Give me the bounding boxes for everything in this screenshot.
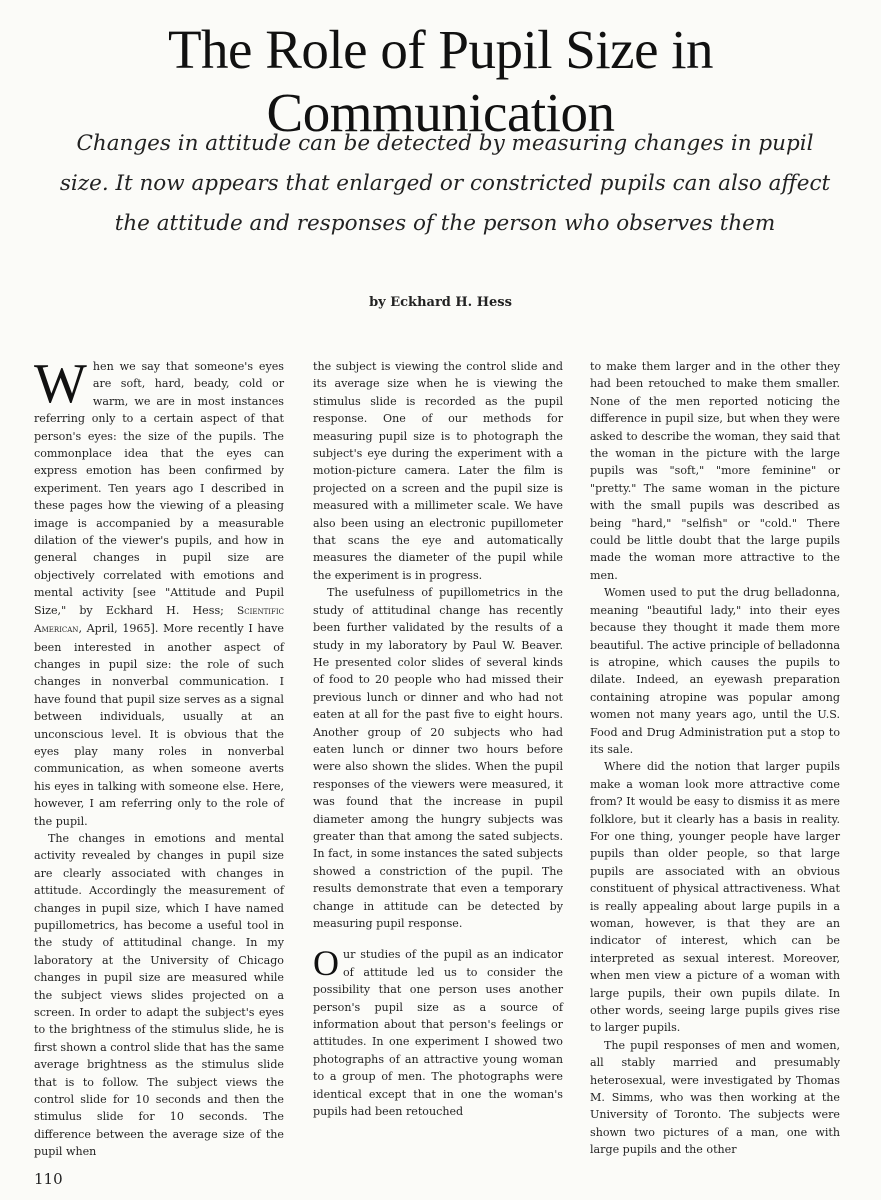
paragraph-text: hen we say that someone's eyes are soft, hard, beady, cold or warm, we are in most instances referring only to a certain aspect of that person's eyes: the size of the pupils. The commonplace idea that the eyes can express emotion has been confirmed by experiment. Ten years ago I described in these pages how the viewing of a pleasing image is accompanied by a measurable dilation of the viewer's pupils, and how in general changes in pupil size are objectively correlated with emotions and mental activity [see "Attitude and Pupil Size," by Eckhard H. Hess; [34,360,284,617]
article-column-2 [313,358,563,1120]
paragraph-text: , April, 1965]. More recently I have been interested in another aspect of changes in pupil size: the role of such changes in nonverbal communication. I have found that pupil size serves as a signal between individuals, usually at an unconscious level. It is obvious that the eyes play many roles in nonverbal communication, as when someone averts his eyes in talking with someone else. Here, however, I am referring only to the role of the pupil. [34,622,284,828]
page-number: 110 [34,1170,63,1188]
drop-cap: W [34,353,87,415]
paragraph-3 [313,943,563,1120]
section-gap [313,932,563,946]
paragraph-continued: to make them larger and in the other they had been retouched to make them smaller. None of the men reported noticing the difference in pupil size, but when they were asked to describe the woman, they said that the woman in the picture with the large pupils was "soft," "more feminine" or "pretty." The same woman in the picture with the small pupils was described as being "hard," "selfish" or "cold." There could be little doubt that the large pupils made the woman more attractive to the men. [590,360,840,582]
author-byline: by Eckhard H. Hess [369,295,512,310]
drop-cap: O [313,943,339,984]
paragraph-2: The usefulness of pupillometrics in the study of attitudinal change has recently been further validated by the results of a study in my laboratory by Paul W. Beaver. He presented color slides of several kinds of food to 20 people who had missed their previous lunch or dinner and who had not eaten at all for the past five to eight hours. Another group of 20 subjects who had eaten lunch or dinner two hours before were also shown the slides. When the pupil responses of the viewers were measured, it was found that the increase in pupil diameter among the hungry subjects was greater than that among the sated subjects. In fact, in some instances the sated subjects showed a constriction of the pupil. The results demonstrate that even a temporary change in attitude can be detected by measuring pupil response. [313,586,563,930]
paragraph-3: Where did the notion that larger pupils make a woman look more attractive come from? It would be easy to dismiss it as mere folklore, but it clearly has a basis in reality. For one thing, younger people have larger pupils than older people, so that large pupils are associated with an obvious constituent of physical attractiveness. What is really appealing about large pupils in a woman, however, is that they are an indicator of interest, which can be interpreted as sexual interest. Moreover, when men view a picture of a woman with large pupils, their own pupils dilate. In other words, seeing large pupils gives rise to larger pupils. [590,760,840,1035]
paragraph-2: Women used to put the drug belladonna, meaning "beautiful lady," into their eyes because they thought it made them more beautiful. The active principle of belladonna is atropine, which causes the pupils to dilate. Indeed, an eyewash preparation containing atropine was popular among women not many years ago, until the U.S. Food and Drug Administration put a stop to its sale. [590,586,840,756]
paragraph-2: The changes in emotions and mental activity revealed by changes in pupil size are clearly associated with changes in attitude. Accordingly the measurement of changes in pupil size, which I have named pupillometrics, has become a useful tool in the study of attitudinal change. In my laboratory at the University of Chicago changes in pupil size are measured while the subject views slides projected on a screen. In order to adapt the subject's eyes to the brightness of the stimulus slide, he is first shown a control slide that has the same average brightness as the stimulus slide that is to follow. The subject views the control slide for 10 seconds and then the stimulus slide for 10 seconds. The difference between the average size of the pupil when [34,831,285,1159]
paragraph-4: The pupil responses of men and women, all stably married and presumably heterosexual, were investigated by Thomas M. Simms, who was then working at the University of Toronto. The subjects were shown two pictures of a man, one with large pupils and the other [590,1038,840,1157]
article-column-1 [34,353,285,1161]
paragraph-1 [34,353,284,830]
paragraph-text: ur studies of the pupil as an indicator of attitude led us to consider the possibility that one person uses another person's pupil size as a source of information about that person's feelings or attitudes. In one experiment I showed two photographs of an attractive young woman to a group of men. The photographs were identical except that in one the woman's pupils had been retouched [313,948,563,1119]
article-title: The Role of Pupil Size in Communication [167,19,714,143]
journal-name: Scientific American [34,604,284,636]
paragraph-continued: the subject is viewing the control slide and its average size when he is viewing the stimulus slide is recorded as the pupil response. One of our methods for measuring pupil size is to photograph the subject's eye during the experiment with a motion-picture camera. Later the film is projected on a screen and the pupil size is measured with a millimeter scale. We have also been using an electronic pupillometer that scans the eye and automatically measures the diameter of the pupil while the experiment is in progress. [313,360,563,582]
article-column-3 [590,358,840,1159]
article-subtitle: Changes in attitude can be detected by measuring changes in pupil size. It now appears that enlarged or constricted pupils can also affect the attitude and responses of the person who observes them [59,131,831,236]
